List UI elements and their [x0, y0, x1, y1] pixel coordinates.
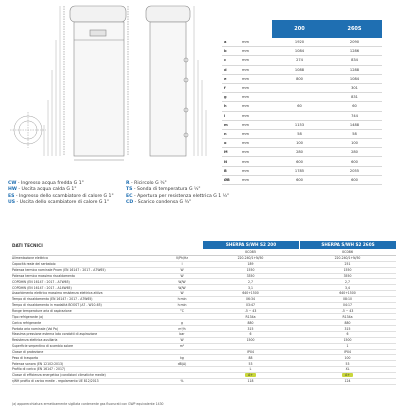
- tech-value-model-2: 1550: [343, 268, 352, 273]
- tech-label: ηWH profilo di carico medie - regolamento UE 812/2013: [12, 379, 99, 384]
- dimension-value-260s: 2090: [349, 40, 360, 45]
- dimension-unit: mm: [242, 177, 250, 182]
- legend-text: - Scarico condensa G ¾": [134, 200, 192, 206]
- dimension-value-260s: 744: [351, 113, 358, 118]
- dimension-value-260s: 1488: [349, 122, 360, 127]
- dimension-value-200: 1084: [294, 49, 305, 54]
- dimension-row: [222, 93, 382, 102]
- tech-row: [12, 379, 396, 385]
- tech-unit: kg: [180, 355, 184, 360]
- footnote: (a) apparecchiatura ermeticamente sigillata contenente gas fluorurati con GWP equivalente 1430: [12, 402, 164, 406]
- legend-text: - Uscita dello scambiatore di calore G 1": [16, 200, 109, 206]
- tech-value-model-2: 3,4: [345, 285, 350, 290]
- dimension-unit: mm: [242, 86, 250, 91]
- dimension-row: [222, 75, 382, 84]
- dimension-col-260s: 260S: [327, 20, 382, 38]
- dimension-unit: mm: [242, 150, 250, 155]
- tech-unit: V/Ph/Hz: [176, 256, 188, 261]
- tech-label: COPDHW (EN 16147 : 2017 - A7W65): [12, 279, 70, 284]
- dimension-key: m: [224, 122, 228, 127]
- model-2-code: 0C086: [342, 250, 353, 254]
- dimension-row: [222, 112, 382, 121]
- tech-label: Capacità reale del serbatoio: [12, 262, 56, 267]
- dimension-unit: mm: [242, 95, 250, 100]
- tech-value-model-1: 118: [247, 379, 254, 384]
- tech-label: Massima pressione esterna lato condotti di aspirazione: [12, 332, 98, 337]
- legend-text: - Ingresso dello scambiatore di calore G 1": [15, 193, 114, 199]
- dimension-value-200: 100: [296, 141, 303, 146]
- dimension-key: f: [224, 86, 226, 91]
- tech-value-model-1: 3350: [246, 273, 255, 278]
- dimension-key: h: [224, 104, 227, 109]
- tech-value-model-1: 88: [248, 355, 253, 360]
- legend-text: - Apertura per resistenza elettrica G 1 ½": [133, 193, 230, 199]
- dimension-value-200: 600: [296, 159, 303, 164]
- tech-value-model-2: 1500: [343, 338, 352, 343]
- dimension-value-200: 800: [296, 76, 303, 81]
- dimension-value-260s: 600: [351, 177, 358, 182]
- tech-value-model-2: 100: [344, 355, 351, 360]
- tech-unit: m²: [179, 344, 185, 349]
- model-1-code: 0C085: [245, 250, 256, 254]
- tech-value-model-2: 640+1500: [339, 291, 356, 296]
- tech-value-model-1: 189: [247, 262, 254, 267]
- dimension-key: n: [224, 131, 227, 136]
- dimension-row: [222, 47, 382, 56]
- dimension-value-260s: 831: [351, 95, 358, 100]
- dimension-key: N: [224, 159, 228, 164]
- tech-unit: W: [180, 268, 184, 273]
- tech-unit: dB(A): [177, 361, 187, 366]
- tech-value-model-2: 04:17: [343, 303, 352, 308]
- dimension-row: [222, 139, 382, 148]
- legend-text: - Sonda di temperatura G ½": [133, 187, 201, 193]
- tech-label: COPDHW (EN 16147 : 2017 - A14W65): [12, 285, 72, 290]
- legend-code: ES: [8, 193, 15, 199]
- dimension-unit: mm: [242, 168, 250, 173]
- dimension-row: [222, 167, 382, 176]
- dimension-row: [222, 66, 382, 75]
- tech-label: Resistenza elettrica ausiliaria: [12, 338, 58, 343]
- tech-value-model-1: R134a: [245, 314, 256, 319]
- tech-value-model-2: 251: [344, 262, 351, 267]
- tech-unit: W/W: [178, 285, 186, 290]
- tech-value-model-1: L: [249, 367, 252, 372]
- tech-label: Classe di efficienza energetica (condizioni climatiche medie): [12, 373, 106, 378]
- dimension-value-200: 1785: [294, 168, 305, 173]
- dimension-value-200: 58: [297, 131, 302, 136]
- dimension-unit: mm: [242, 58, 250, 63]
- dimension-key: d: [224, 67, 227, 72]
- tech-value-model-1: 53: [248, 361, 253, 366]
- tech-unit: m³/h: [178, 326, 186, 331]
- dimension-key: M: [224, 150, 228, 155]
- technical-data-table: [12, 241, 396, 385]
- dimension-key: g: [224, 95, 227, 100]
- tech-value-model-1: 315: [247, 326, 254, 331]
- dimension-key: B: [224, 168, 227, 173]
- dimension-value-200: 600: [296, 177, 303, 182]
- tech-table-title: DATI TECNICI: [12, 242, 43, 248]
- tech-value-model-1: [202, 373, 299, 377]
- energy-class-badge: A+: [245, 373, 256, 377]
- tech-value-model-2: -5 ~ 43: [341, 309, 354, 314]
- legend-code: CD: [126, 200, 134, 206]
- dimension-value-260s: 100: [351, 141, 358, 146]
- dimension-table: [222, 20, 382, 185]
- technical-drawing: [0, 0, 218, 170]
- dimension-row: [222, 102, 382, 111]
- tech-label: Carica refrigerante: [12, 320, 42, 325]
- tech-label: Tipo refrigerante (a): [12, 314, 44, 319]
- legend-item: [126, 200, 276, 206]
- tech-label: Range temperature aria di aspirazione: [12, 309, 72, 314]
- legend-text: - Ingresso acqua fredda G 1": [17, 181, 84, 186]
- dimension-value-260s: 1288: [349, 67, 360, 72]
- tech-value-model-2: 1: [346, 344, 349, 349]
- tech-value-model-2: 2,7: [345, 279, 350, 284]
- dimension-value-260s: 301: [351, 86, 358, 91]
- tech-value-model-1: -5 ~ 43: [244, 309, 257, 314]
- dimension-unit: mm: [242, 113, 250, 118]
- top-view-drawing: [10, 112, 46, 148]
- tech-unit: W: [180, 338, 184, 343]
- dimension-key: o: [224, 141, 227, 146]
- dimension-key: ØB: [224, 177, 230, 182]
- legend-code: TS: [126, 187, 133, 193]
- dimension-value-260s: 1084: [349, 76, 360, 81]
- tech-value-model-1: 220-240/1+N/50: [237, 256, 264, 261]
- tech-unit: °C: [180, 309, 184, 314]
- tech-unit: W/W: [178, 279, 186, 284]
- dimension-row: [222, 121, 382, 130]
- dimension-value-260s: 60: [352, 104, 357, 109]
- dimension-key: e: [224, 76, 227, 81]
- dimension-unit: mm: [242, 40, 250, 45]
- dimension-value-200: 60: [297, 104, 302, 109]
- legend-code: CW: [8, 181, 17, 186]
- model-code-row: [12, 249, 396, 256]
- dimension-value-260s: 834: [351, 58, 358, 63]
- dimension-unit: mm: [242, 122, 250, 127]
- tech-value-model-1: 3,1: [248, 285, 253, 290]
- connection-legend: [8, 181, 398, 239]
- tech-value-model-2: 53: [345, 361, 350, 366]
- tech-value-model-1: IPX4: [247, 349, 254, 354]
- dimension-value-200: 1920: [294, 40, 305, 45]
- dimension-value-260s: 1286: [349, 49, 360, 54]
- tech-unit: %: [180, 379, 184, 384]
- tech-label: Assorbimento elettrico massimo resistenza elettrica attiva: [12, 291, 103, 296]
- tech-label: Potenza sonora (EN 12102:2013): [12, 361, 64, 366]
- dimension-value-200: 1088: [294, 67, 305, 72]
- tech-value-model-2: R134a: [342, 314, 353, 319]
- legend-text: - Ricircolo G ¾": [131, 181, 167, 186]
- tech-label: Classe di protezione: [12, 349, 44, 354]
- tech-value-model-2: XL: [345, 367, 350, 372]
- dimension-table-header: [222, 20, 382, 38]
- tech-value-model-1: 06:34: [246, 297, 255, 302]
- tech-label: Profilo di carico (EN 16147 : 2017): [12, 367, 66, 372]
- tech-unit: bar: [179, 332, 185, 337]
- tech-value-model-1: 880: [247, 320, 254, 325]
- dimension-value-200: 274: [296, 58, 303, 63]
- dimension-unit: mm: [242, 76, 250, 81]
- tech-value-model-1: 1500: [246, 338, 255, 343]
- dimension-key: i: [224, 113, 226, 118]
- tech-value-model-1: 03:47: [246, 303, 255, 308]
- dimension-row: [222, 148, 382, 157]
- tech-value-model-1: 6: [249, 332, 252, 337]
- front-view-drawing: [64, 6, 128, 160]
- dimension-key: c: [224, 58, 227, 63]
- tech-value-model-2: 315: [344, 326, 351, 331]
- legend-code: HW: [8, 187, 17, 193]
- energy-class-badge: A+: [342, 373, 353, 377]
- tech-unit: W: [180, 273, 184, 278]
- tech-value-model-2: 124: [344, 379, 351, 384]
- dimension-unit: mm: [242, 141, 250, 146]
- tech-value-model-2: 08:10: [343, 297, 352, 302]
- dimension-value-200: 280: [296, 150, 303, 155]
- tech-unit: l: [181, 262, 183, 267]
- dimension-row: [222, 157, 382, 166]
- dimension-key: a: [224, 40, 227, 45]
- dimension-unit: mm: [242, 49, 250, 54]
- tech-unit: g: [181, 320, 183, 325]
- tech-unit: h:min: [177, 303, 187, 308]
- dimension-value-260s: 2055: [349, 168, 360, 173]
- dimension-value-200: 1153: [294, 122, 305, 127]
- dimension-row: [222, 84, 382, 93]
- legend-code: R: [126, 181, 130, 186]
- tech-value-model-1: 1550: [246, 268, 255, 273]
- tech-label: Superficie serpentino di scambio solare: [12, 344, 74, 349]
- tech-label: Tempo di riscaldamento (EN 16147 : 2017 - A7W65): [12, 297, 93, 302]
- tech-unit: W: [180, 291, 184, 296]
- dimension-value-260s: 280: [351, 150, 358, 155]
- model-2-header: SHERPA S/WH S2 260S: [300, 241, 396, 249]
- dimension-row: [222, 130, 382, 139]
- tech-label: Tempo di riscaldamento in modalità BOOST (A7 - W10-65): [12, 303, 102, 308]
- tech-unit: h:min: [177, 297, 187, 302]
- tech-label: Alimentazione elettrica: [12, 256, 48, 261]
- dimension-value-260s: 600: [351, 159, 358, 164]
- tech-label: Peso di trasporto: [12, 355, 39, 360]
- dimension-unit: mm: [242, 131, 250, 136]
- dimension-col-200: 200: [272, 20, 327, 38]
- tech-table-header: [12, 241, 396, 249]
- tech-value-model-1: 2,7: [248, 279, 253, 284]
- legend-text: - Uscita acqua calda G 1": [18, 187, 77, 193]
- dimension-row: [222, 38, 382, 47]
- dimension-row: [222, 56, 382, 65]
- legend-code: EC: [126, 193, 133, 199]
- tech-label: Potenza termica massima riscaldamento: [12, 273, 75, 278]
- tech-value-model-2: 6: [346, 332, 349, 337]
- dimension-unit: mm: [242, 104, 250, 109]
- dimension-key: b: [224, 49, 227, 54]
- tech-value-model-2: IPX4: [344, 349, 351, 354]
- dimension-unit: mm: [242, 159, 250, 164]
- tech-label: Potenza termica nominale Pnom (EN 16147 : 2017 - A7W65): [12, 268, 106, 273]
- tech-value-model-2: [299, 373, 396, 377]
- tech-value-model-2: 220-240/1+N/50: [334, 256, 361, 261]
- model-1-header: SHERPA S/WH S2 200: [203, 241, 299, 249]
- legend-code: US: [8, 200, 16, 206]
- side-view-drawing: [146, 6, 206, 156]
- tech-value-model-2: 3550: [343, 273, 352, 278]
- dimension-unit: mm: [242, 67, 250, 72]
- tech-label: Portata aria nominale (Vol Pa): [12, 326, 59, 331]
- dimension-value-260s: 58: [352, 131, 357, 136]
- tech-value-model-2: 880: [344, 320, 351, 325]
- tech-value-model-1: 640+1500: [242, 291, 259, 296]
